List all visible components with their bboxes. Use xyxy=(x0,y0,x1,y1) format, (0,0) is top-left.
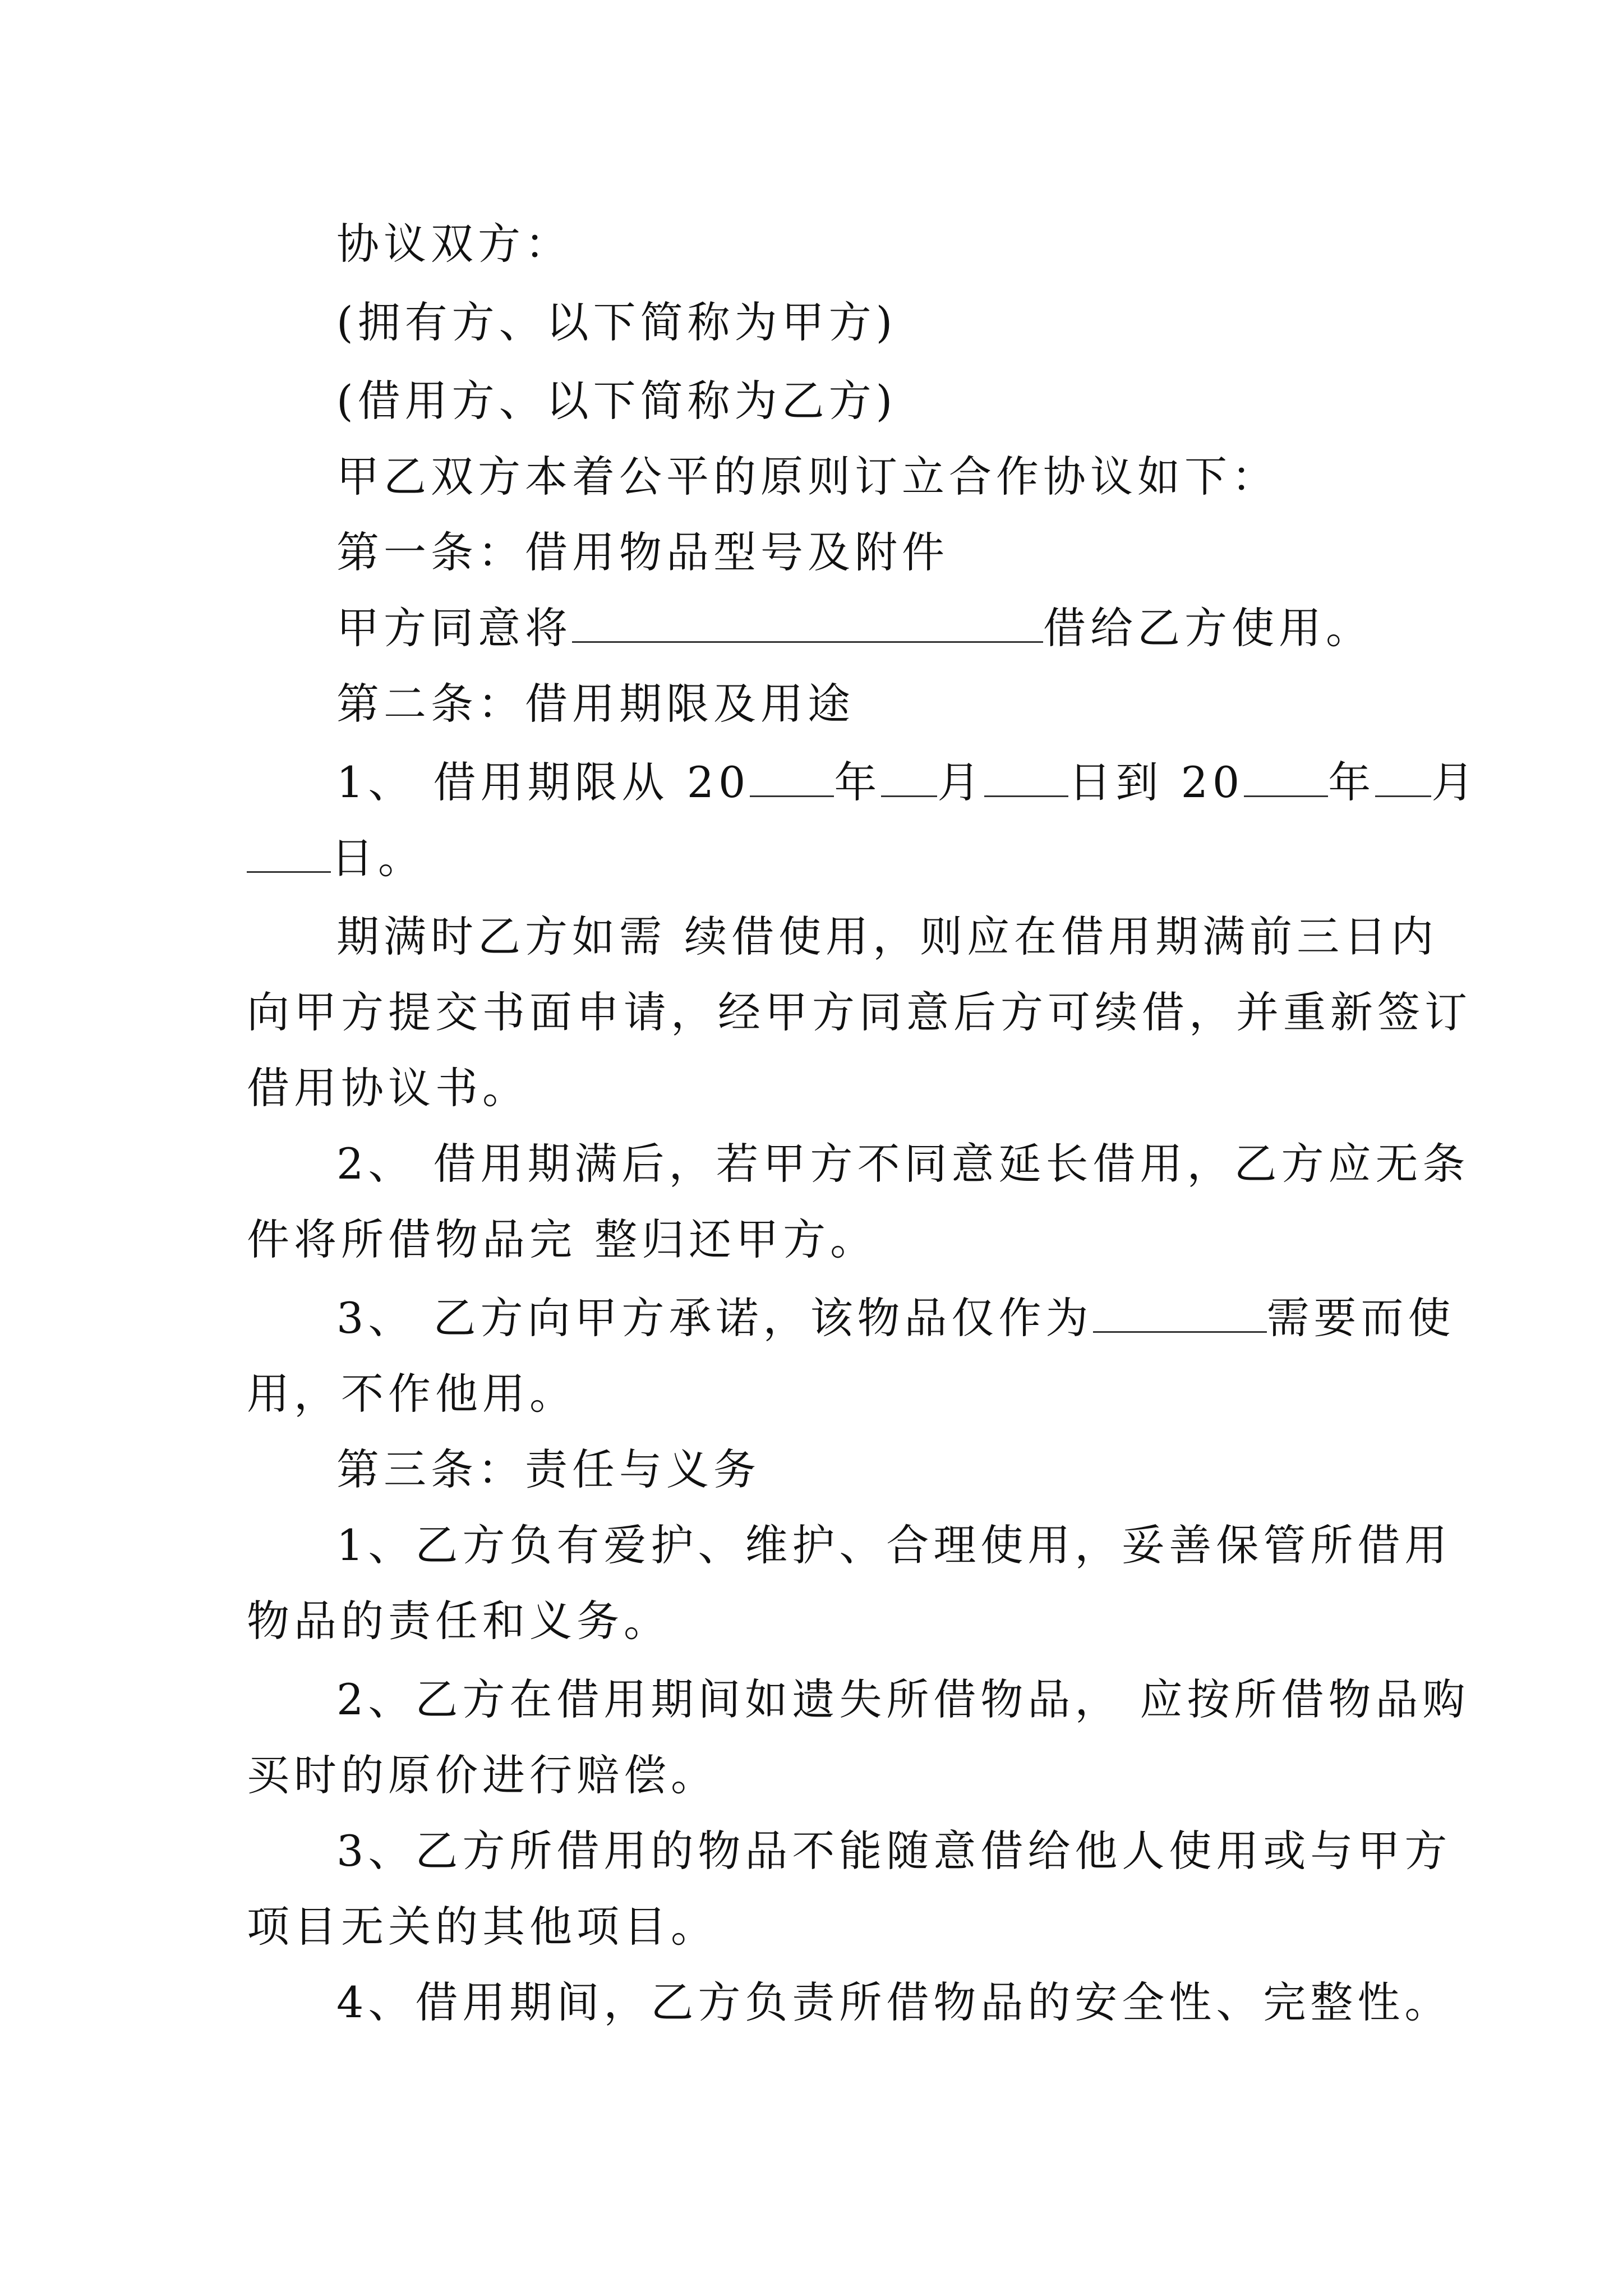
purpose-text-b: 需要而使 xyxy=(1266,1293,1455,1343)
return-line-2: 件将所借物品完 整归还甲方。 xyxy=(247,1214,878,1264)
party-a-label: (拥有方、以下简称为甲方) xyxy=(336,297,897,347)
article-1-heading: 第一条：借用物品型号及附件 xyxy=(336,527,949,577)
item-blank xyxy=(572,602,1043,643)
duty-1-line-1: 1、乙方负有爱护、维护、合理使用，妥善保管所借用 xyxy=(336,1520,1452,1570)
duty-3-line-1: 3、乙方所借用的物品不能随意借给他人使用或与甲方 xyxy=(336,1826,1452,1876)
duty-1-line-2: 物品的责任和义务。 xyxy=(247,1596,671,1646)
term-line xyxy=(336,754,1479,811)
term-month: 月 xyxy=(937,757,985,807)
article-1-text xyxy=(336,600,1376,656)
article-1-text-a: 甲方同意将 xyxy=(336,603,572,653)
renewal-line-1: 期满时乙方如需 续借使用，则应在借用期满前三日内 xyxy=(336,912,1438,961)
to-day-blank xyxy=(247,832,331,873)
agreement-intro: 甲乙双方本着公平的原则订立合作协议如下： xyxy=(336,452,1279,501)
purpose-text-a: 3、 乙方向甲方承诺，该物品仅作为 xyxy=(336,1293,1093,1343)
to-year-blank xyxy=(1244,756,1328,797)
article-1-text-b: 借给乙方使用。 xyxy=(1043,603,1373,653)
return-line-1: 2、 借用期满后，若甲方不同意延长借用，乙方应无条 xyxy=(336,1139,1470,1189)
duty-3-line-2: 项目无关的其他项目。 xyxy=(247,1902,718,1952)
from-day-blank xyxy=(984,756,1068,797)
duty-2-line-2: 买时的原价进行赔偿。 xyxy=(247,1750,718,1800)
duty-4-line: 4、借用期间，乙方负责所借物品的安全性、完整性。 xyxy=(336,1977,1452,2027)
term-from: 借用期限从 20 xyxy=(433,757,750,807)
from-month-blank xyxy=(881,756,937,797)
term-to: 日到 20 xyxy=(1068,757,1244,807)
to-month-blank xyxy=(1375,756,1431,797)
purpose-blank xyxy=(1093,1292,1267,1333)
term-year-2: 年 xyxy=(1328,757,1376,807)
renewal-line-3: 借用协议书。 xyxy=(247,1063,529,1113)
purpose-line-2: 用，不作他用。 xyxy=(247,1369,577,1419)
purpose-line-1 xyxy=(336,1290,1455,1346)
renewal-line-2: 向甲方提交书面申请，经甲方同意后方可续借，并重新签订 xyxy=(247,987,1472,1037)
term-year: 年 xyxy=(834,757,882,807)
duty-2-line-1: 2、乙方在借用期间如遗失所借物品， 应按所借物品购 xyxy=(336,1674,1470,1724)
term-num: 1、 xyxy=(336,757,416,807)
term-month-2: 月 xyxy=(1431,757,1479,807)
party-b-label: (借用方、以下简称为乙方) xyxy=(336,376,897,426)
parties-heading: 协议双方： xyxy=(336,219,572,269)
term-end-line xyxy=(247,830,1376,886)
from-year-blank xyxy=(750,756,834,797)
term-end: 日。 xyxy=(331,833,425,883)
article-3-heading: 第三条：责任与义务 xyxy=(336,1444,760,1494)
article-2-heading: 第二条：借用期限及用途 xyxy=(336,679,855,729)
